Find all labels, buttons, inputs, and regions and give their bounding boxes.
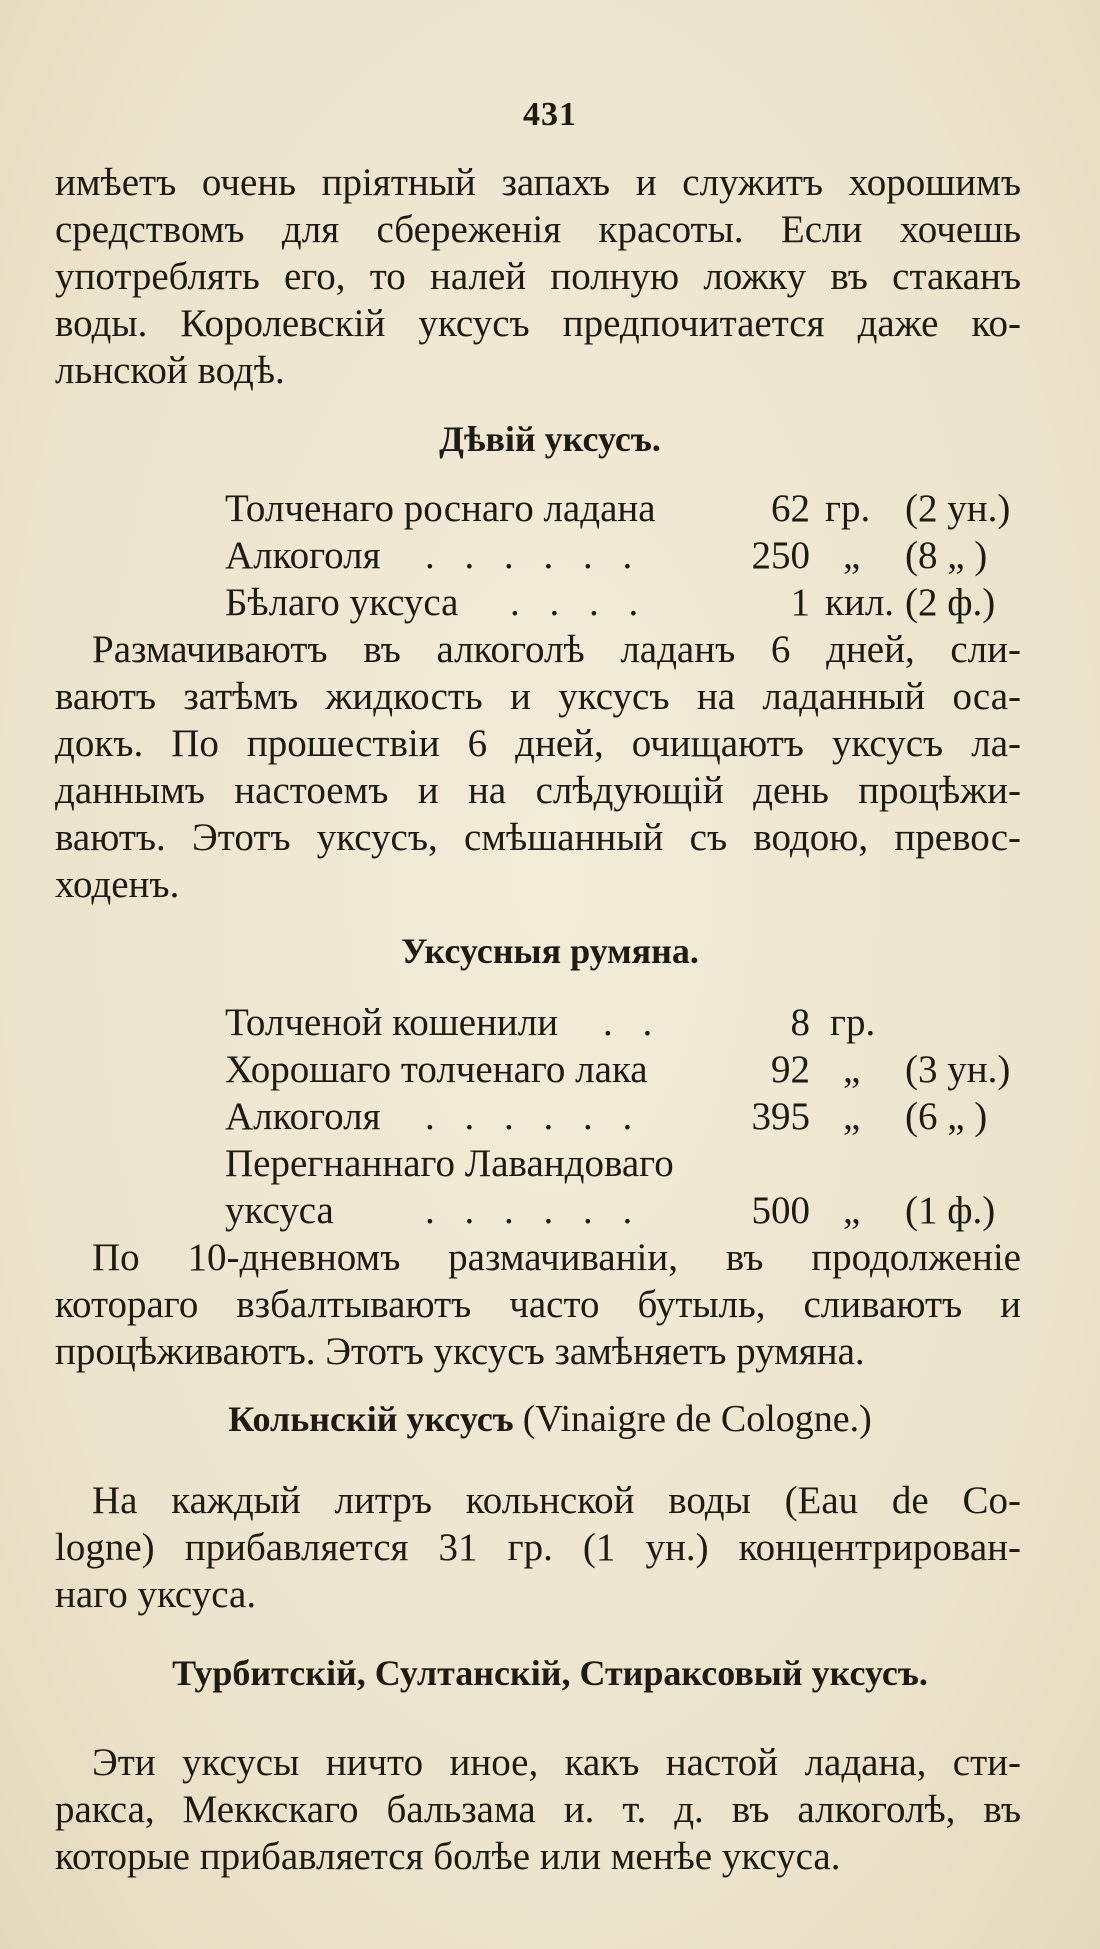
paragraph-line: докъ. По прошествіи 6 дней, очищаютъ уксусъ ла- [55,722,1021,765]
ingredient-amount: 8 [790,1001,810,1044]
ingredient-old-measure: (1 ф.) [905,1189,996,1232]
ingredient-old-measure: (6 „ ) [905,1095,988,1138]
ingredient-unit: гр. [830,1001,876,1044]
intro-line: средствомъ для сбереженія красоты. Если хочешь [55,208,1021,251]
ingredient-old-measure: (3 ун.) [905,1048,1011,1091]
ingredient-name: Толченой кошенили [225,1001,559,1044]
recipe-row [225,1047,1035,1093]
paragraph-line: которые прибавляется болѣе или менѣе уксуса. [55,1835,841,1878]
ingredient-amount: 500 [751,1189,810,1232]
ingredient-old-measure: (8 „ ) [905,534,988,577]
ingredient-amount: 62 [771,487,810,530]
intro-line: употреблять его, то налей полную ложку въ стаканъ [55,255,1021,298]
ingredient-unit: „ [843,1095,861,1138]
section-heading-text: Кольнскій уксусъ [228,1399,514,1439]
recipe-row [225,533,1035,579]
ingredient-name: Перегнаннаго Лавандоваго [225,1142,674,1185]
leader-dots: . . . . . . [425,1189,643,1232]
ingredient-old-measure: (2 ф.) [905,581,996,624]
ingredient-amount: 1 [790,581,810,624]
paragraph-line: даннымъ настоемъ и на слѣдующій день процѣжи- [55,769,1021,812]
ingredient-unit: „ [843,534,861,577]
intro-line: имѣетъ очень пріятный запахъ и служитъ хорошимъ [55,161,1021,204]
intro-line: льнской водѣ. [55,349,285,392]
ingredient-name: Бѣлаго уксуса [225,581,459,624]
section-heading: Турбитскій, Султанскій, Стираксовый уксусъ. [172,1653,928,1693]
recipe-row [225,486,1035,532]
section-heading: Дѣвій уксусъ. [439,419,661,459]
section-heading: Уксусныя румяна. [401,931,699,971]
ingredient-amount: 250 [751,534,810,577]
paragraph-line: ваютъ. Этотъ уксусъ, смѣшанный съ водою, превос- [55,816,1021,859]
paragraph-line: наго уксуса. [55,1573,257,1616]
recipe-row [225,1141,1035,1187]
paragraph-line: На каждый литръ кольнской воды (Eau de Co- [92,1479,1021,1522]
ingredient-amount: 92 [771,1048,810,1091]
paragraph-line: процѣживаютъ. Этотъ уксусъ замѣняетъ румяна. [55,1330,865,1373]
paragraph-line: ваютъ затѣмъ жидкость и уксусъ на ладанный оса- [55,675,1021,718]
leader-dots: . . [603,1001,663,1044]
paragraph-line: Эти уксусы ничто иное, какъ настой ладана, сти- [92,1741,1021,1784]
ingredient-name: Алкоголя [225,534,381,577]
page-number: 431 [523,96,577,133]
ingredient-unit: „ [843,1048,861,1091]
ingredient-old-measure: (2 ун.) [905,487,1011,530]
ingredient-name: уксуса [225,1189,334,1232]
paragraph-line: ходенъ. [55,863,180,906]
leader-dots: . . . . . . [425,534,643,577]
ingredient-unit: „ [843,1189,861,1232]
section-heading [0,1397,1100,1441]
leader-dots: . . . . [510,581,649,624]
paragraph-line: котораго взбалтываютъ часто бутыль, сливаютъ и [55,1283,1021,1326]
ingredient-unit: кил. [825,581,895,624]
recipe-row [225,580,1035,626]
ingredient-name: Хорошаго толченаго лака [225,1048,648,1091]
paragraph-line: ракса, Меккскаго бальзама и. т. д. въ алкоголѣ, въ [55,1788,1021,1831]
leader-dots: . . . . . . [425,1095,643,1138]
recipe-row [225,1188,1035,1234]
section-heading-latin: (Vinaigre de Cologne.) [522,1398,872,1440]
paragraph-line: По 10-дневномъ размачиваніи, въ продолженіе [92,1236,1021,1279]
paragraph-line: Размачиваютъ въ алкоголѣ ладанъ 6 дней, сли- [92,628,1021,671]
paragraph-line: logne) прибавляется 31 гр. (1 ун.) концентрирован- [55,1526,1021,1569]
intro-line: воды. Королевскій уксусъ предпочитается даже ко- [55,302,1021,345]
recipe-row [225,1094,1035,1140]
recipe-row [225,1000,1035,1046]
ingredient-amount: 395 [751,1095,810,1138]
ingredient-name: Толченаго роснаго ладана [225,487,656,530]
ingredient-unit: гр. [825,487,871,530]
ingredient-name: Алкоголя [225,1095,381,1138]
